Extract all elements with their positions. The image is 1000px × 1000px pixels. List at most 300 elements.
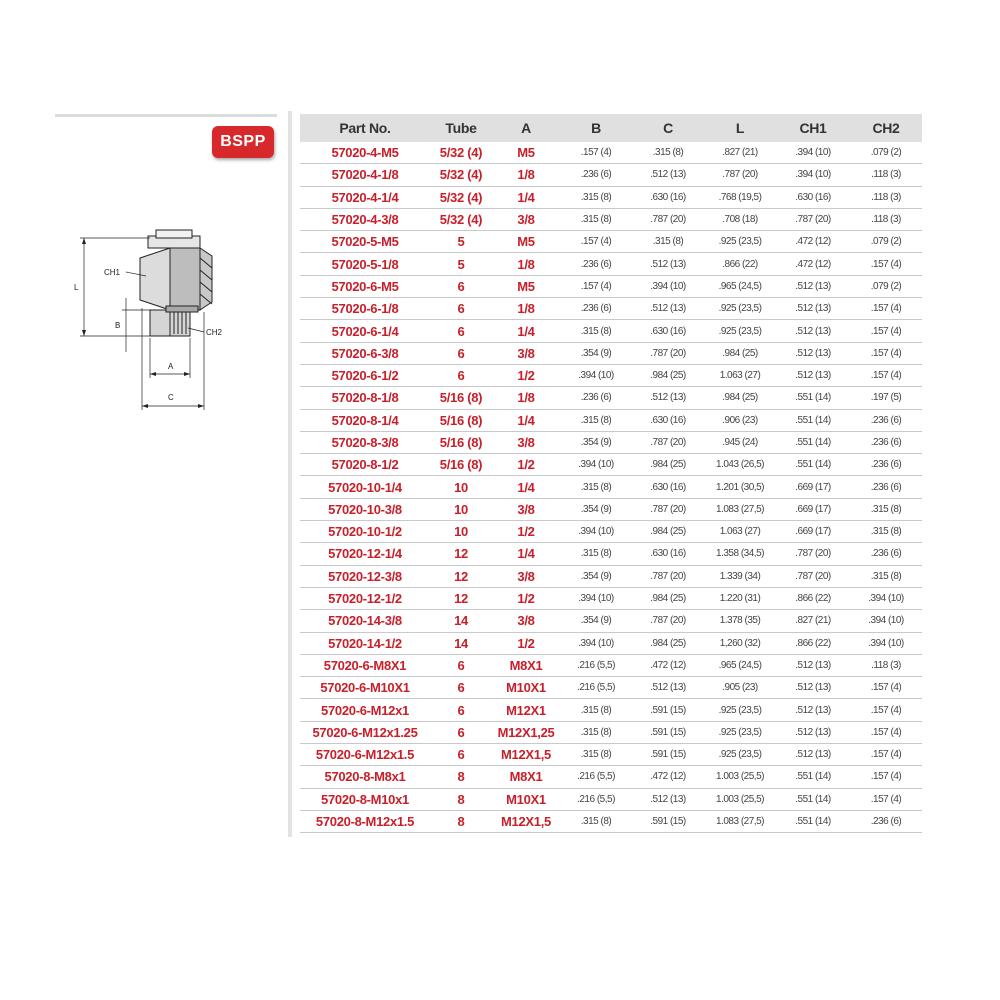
part-number-cell: 57020-4-1/4: [300, 186, 430, 208]
part-number-cell: 57020-6-M8X1: [300, 654, 430, 676]
table-cell: 6: [430, 744, 492, 766]
table-cell: .394 (10): [560, 454, 632, 476]
label-b: B: [115, 321, 121, 330]
table-row: [300, 744, 922, 766]
table-cell: 5: [430, 253, 492, 275]
table-cell: .866 (22): [776, 587, 850, 609]
table-row: [300, 364, 922, 386]
table-cell: .787 (20): [632, 498, 704, 520]
table-row: [300, 409, 922, 431]
hex-left-shape: [140, 248, 170, 310]
table-cell: .925 (23,5): [704, 298, 776, 320]
table-cell: 1/8: [492, 253, 560, 275]
table-cell: .787 (20): [632, 610, 704, 632]
table-cell: .394 (10): [560, 587, 632, 609]
table-cell: .394 (10): [560, 632, 632, 654]
table-cell: 3/8: [492, 342, 560, 364]
table-cell: .866 (22): [776, 632, 850, 654]
table-cell: 3/8: [492, 208, 560, 230]
table-cell: .551 (14): [776, 788, 850, 810]
table-row: [300, 186, 922, 208]
table-cell: .551 (14): [776, 454, 850, 476]
table-cell: .512 (13): [776, 275, 850, 297]
part-number-cell: 57020-8-M8x1: [300, 766, 430, 788]
part-number-cell: 57020-6-1/4: [300, 320, 430, 342]
table-cell: 5/16 (8): [430, 431, 492, 453]
label-ch1: CH1: [104, 268, 121, 277]
table-cell: .906 (23): [704, 409, 776, 431]
table-cell: .512 (13): [776, 364, 850, 386]
table-cell: 1,260 (32): [704, 632, 776, 654]
part-number-cell: 57020-6-M12x1.5: [300, 744, 430, 766]
part-number-cell: 57020-6-1/8: [300, 298, 430, 320]
table-cell: .512 (13): [632, 253, 704, 275]
table-cell: .551 (14): [776, 387, 850, 409]
table-cell: .216 (5,5): [560, 677, 632, 699]
column-header: L: [704, 114, 776, 142]
table-cell: 1/2: [492, 587, 560, 609]
table-cell: .394 (10): [560, 364, 632, 386]
table-cell: .157 (4): [850, 744, 922, 766]
table-cell: 1.378 (35): [704, 610, 776, 632]
part-number-cell: 57020-8-M12x1.5: [300, 810, 430, 832]
table-cell: .984 (25): [632, 364, 704, 386]
table-cell: .512 (13): [632, 788, 704, 810]
thread-type-badge: BSPP: [212, 126, 274, 158]
table-cell: 8: [430, 810, 492, 832]
table-cell: .669 (17): [776, 476, 850, 498]
table-cell: 3/8: [492, 565, 560, 587]
part-number-cell: 57020-8-3/8: [300, 431, 430, 453]
table-cell: .787 (20): [776, 543, 850, 565]
table-cell: 1/4: [492, 409, 560, 431]
table-row: [300, 208, 922, 230]
table-row: [300, 788, 922, 810]
table-cell: 5/16 (8): [430, 454, 492, 476]
table-cell: .472 (12): [776, 253, 850, 275]
table-cell: .512 (13): [776, 654, 850, 676]
table-cell: 1.220 (31): [704, 587, 776, 609]
table-cell: .984 (25): [632, 632, 704, 654]
table-row: [300, 142, 922, 164]
table-row: [300, 275, 922, 297]
table-cell: .512 (13): [776, 744, 850, 766]
table-cell: 1.063 (27): [704, 364, 776, 386]
table-cell: .787 (20): [632, 431, 704, 453]
table-row: [300, 253, 922, 275]
part-number-cell: 57020-5-1/8: [300, 253, 430, 275]
part-number-cell: 57020-6-M12x1: [300, 699, 430, 721]
part-number-cell: 57020-4-1/8: [300, 164, 430, 186]
table-cell: 6: [430, 298, 492, 320]
table-cell: .315 (8): [560, 186, 632, 208]
table-cell: .315 (8): [850, 565, 922, 587]
table-cell: .925 (23,5): [704, 744, 776, 766]
table-cell: 6: [430, 721, 492, 743]
table-cell: .079 (2): [850, 142, 922, 164]
table-cell: .315 (8): [560, 543, 632, 565]
table-cell: 10: [430, 476, 492, 498]
table-cell: M12X1: [492, 699, 560, 721]
table-cell: .354 (9): [560, 498, 632, 520]
table-row: [300, 320, 922, 342]
table-cell: .925 (23,5): [704, 721, 776, 743]
table-cell: .157 (4): [850, 364, 922, 386]
part-number-cell: 57020-4-M5: [300, 142, 430, 164]
table-row: [300, 387, 922, 409]
table-cell: .630 (16): [632, 320, 704, 342]
table-cell: 1.003 (25,5): [704, 788, 776, 810]
table-cell: 1/4: [492, 476, 560, 498]
table-cell: .118 (3): [850, 164, 922, 186]
table-row: [300, 766, 922, 788]
table-cell: .394 (10): [632, 275, 704, 297]
table-cell: .630 (16): [632, 543, 704, 565]
column-header: B: [560, 114, 632, 142]
table-cell: .118 (3): [850, 654, 922, 676]
part-number-cell: 57020-12-1/2: [300, 587, 430, 609]
table-cell: .394 (10): [776, 164, 850, 186]
table-cell: .984 (25): [632, 521, 704, 543]
table-cell: 1.339 (34): [704, 565, 776, 587]
table-cell: M5: [492, 231, 560, 253]
table-cell: .315 (8): [632, 142, 704, 164]
table-cell: .512 (13): [632, 164, 704, 186]
table-cell: .512 (13): [776, 721, 850, 743]
part-number-cell: 57020-5-M5: [300, 231, 430, 253]
table-cell: .157 (4): [850, 677, 922, 699]
table-cell: .945 (24): [704, 431, 776, 453]
label-ch2: CH2: [206, 328, 223, 337]
table-cell: .551 (14): [776, 431, 850, 453]
table-cell: 3/8: [492, 610, 560, 632]
table-cell: 1/8: [492, 298, 560, 320]
table-cell: 8: [430, 788, 492, 810]
table-cell: .965 (24,5): [704, 275, 776, 297]
table-cell: .669 (17): [776, 521, 850, 543]
table-cell: .551 (14): [776, 409, 850, 431]
part-number-cell: 57020-14-1/2: [300, 632, 430, 654]
part-number-cell: 57020-12-3/8: [300, 565, 430, 587]
table-cell: .472 (12): [632, 766, 704, 788]
table-row: [300, 565, 922, 587]
part-number-cell: 57020-8-1/8: [300, 387, 430, 409]
table-cell: .118 (3): [850, 186, 922, 208]
column-header: CH2: [850, 114, 922, 142]
table-row: [300, 431, 922, 453]
table-cell: .315 (8): [560, 320, 632, 342]
table-cell: 6: [430, 342, 492, 364]
part-number-cell: 57020-6-M10X1: [300, 677, 430, 699]
label-l: L: [74, 283, 79, 292]
table-row: [300, 810, 922, 832]
table-cell: .315 (8): [560, 699, 632, 721]
table-row: [300, 654, 922, 676]
table-cell: 8: [430, 766, 492, 788]
table-row: [300, 298, 922, 320]
table-cell: .315 (8): [560, 476, 632, 498]
table-cell: 1/8: [492, 164, 560, 186]
table-cell: .669 (17): [776, 498, 850, 520]
table-cell: .354 (9): [560, 565, 632, 587]
table-cell: M5: [492, 142, 560, 164]
table-cell: .315 (8): [560, 409, 632, 431]
table-cell: 1/2: [492, 364, 560, 386]
table-cell: .551 (14): [776, 766, 850, 788]
table-cell: .354 (9): [560, 610, 632, 632]
table-cell: M8X1: [492, 654, 560, 676]
part-number-cell: 57020-8-M10x1: [300, 788, 430, 810]
table-cell: .984 (25): [704, 387, 776, 409]
table-cell: .216 (5,5): [560, 654, 632, 676]
label-c: C: [168, 393, 174, 402]
column-header: A: [492, 114, 560, 142]
table-cell: .394 (10): [560, 521, 632, 543]
table-cell: 1/2: [492, 454, 560, 476]
column-header: CH1: [776, 114, 850, 142]
column-header: Part No.: [300, 114, 430, 142]
table-cell: .354 (9): [560, 431, 632, 453]
part-number-cell: 57020-10-1/4: [300, 476, 430, 498]
column-header: C: [632, 114, 704, 142]
table-row: [300, 164, 922, 186]
table-cell: 1.063 (27): [704, 521, 776, 543]
table-cell: 12: [430, 543, 492, 565]
part-number-cell: 57020-6-M5: [300, 275, 430, 297]
table-cell: .236 (6): [850, 409, 922, 431]
table-cell: .787 (20): [776, 565, 850, 587]
table-cell: 14: [430, 610, 492, 632]
part-number-cell: 57020-10-1/2: [300, 521, 430, 543]
table-cell: .236 (6): [560, 387, 632, 409]
table-cell: .236 (6): [560, 164, 632, 186]
table-cell: .787 (20): [704, 164, 776, 186]
table-cell: 1/2: [492, 521, 560, 543]
table-cell: .157 (4): [560, 142, 632, 164]
table-cell: .394 (10): [776, 142, 850, 164]
table-cell: .925 (23,5): [704, 699, 776, 721]
table-row: [300, 677, 922, 699]
table-cell: .984 (25): [632, 587, 704, 609]
table-cell: .591 (15): [632, 699, 704, 721]
table-cell: 3/8: [492, 498, 560, 520]
table-cell: .079 (2): [850, 231, 922, 253]
table-cell: .827 (21): [776, 610, 850, 632]
table-cell: .315 (8): [560, 208, 632, 230]
table-cell: .315 (8): [560, 744, 632, 766]
table-cell: 1/2: [492, 632, 560, 654]
table-row: [300, 476, 922, 498]
table-cell: .472 (12): [776, 231, 850, 253]
table-cell: 1.043 (26,5): [704, 454, 776, 476]
table-row: [300, 587, 922, 609]
table-cell: .157 (4): [560, 231, 632, 253]
table-cell: .354 (9): [560, 342, 632, 364]
table-cell: 6: [430, 364, 492, 386]
table-cell: M10X1: [492, 788, 560, 810]
table-cell: .787 (20): [632, 342, 704, 364]
label-a: A: [168, 362, 174, 371]
table-cell: 6: [430, 654, 492, 676]
table-cell: 10: [430, 498, 492, 520]
table-cell: .394 (10): [850, 610, 922, 632]
table-cell: M12X1,5: [492, 744, 560, 766]
table-cell: M10X1: [492, 677, 560, 699]
table-row: [300, 699, 922, 721]
table-cell: .512 (13): [632, 677, 704, 699]
table-row: [300, 610, 922, 632]
table-cell: .551 (14): [776, 810, 850, 832]
part-number-cell: 57020-6-M12x1.25: [300, 721, 430, 743]
table-row: [300, 342, 922, 364]
table-cell: M12X1,25: [492, 721, 560, 743]
table-cell: 1.003 (25,5): [704, 766, 776, 788]
table-cell: .118 (3): [850, 208, 922, 230]
table-cell: .787 (20): [632, 208, 704, 230]
table-cell: .394 (10): [850, 632, 922, 654]
part-number-cell: 57020-8-1/2: [300, 454, 430, 476]
table-cell: .925 (23,5): [704, 320, 776, 342]
table-cell: 14: [430, 632, 492, 654]
table-cell: .315 (8): [560, 721, 632, 743]
table-cell: .157 (4): [850, 253, 922, 275]
table-cell: .787 (20): [632, 565, 704, 587]
table-cell: 5/32 (4): [430, 208, 492, 230]
table-cell: .787 (20): [776, 208, 850, 230]
table-cell: 12: [430, 587, 492, 609]
table-cell: .236 (6): [850, 810, 922, 832]
table-cell: .315 (8): [632, 231, 704, 253]
table-cell: 12: [430, 565, 492, 587]
table-cell: 5/16 (8): [430, 387, 492, 409]
table-cell: 5/32 (4): [430, 142, 492, 164]
table-cell: .708 (18): [704, 208, 776, 230]
table-cell: 5/32 (4): [430, 164, 492, 186]
table-cell: 3/8: [492, 431, 560, 453]
table-cell: 1.083 (27,5): [704, 810, 776, 832]
table-cell: 6: [430, 699, 492, 721]
table-cell: .157 (4): [850, 788, 922, 810]
table-cell: .236 (6): [850, 543, 922, 565]
table-cell: .236 (6): [560, 298, 632, 320]
table-row: [300, 521, 922, 543]
table-row: [300, 632, 922, 654]
table-cell: .079 (2): [850, 275, 922, 297]
left-divider: [55, 114, 277, 117]
panel-divider: [288, 111, 292, 837]
table-cell: .157 (4): [850, 320, 922, 342]
table-cell: .157 (4): [850, 766, 922, 788]
table-cell: .866 (22): [704, 253, 776, 275]
table-cell: 1/4: [492, 186, 560, 208]
table-cell: .965 (24,5): [704, 654, 776, 676]
dimensions-table: [300, 114, 922, 833]
table-cell: 6: [430, 677, 492, 699]
table-cell: 1/4: [492, 320, 560, 342]
part-number-cell: 57020-14-3/8: [300, 610, 430, 632]
table-cell: .768 (19,5): [704, 186, 776, 208]
table-cell: .591 (15): [632, 810, 704, 832]
table-cell: .591 (15): [632, 744, 704, 766]
table-cell: .216 (5,5): [560, 788, 632, 810]
table-cell: .236 (6): [850, 431, 922, 453]
table-cell: .905 (23): [704, 677, 776, 699]
table-cell: .512 (13): [632, 387, 704, 409]
table-cell: M12X1,5: [492, 810, 560, 832]
table-cell: .236 (6): [850, 476, 922, 498]
table-cell: .512 (13): [776, 677, 850, 699]
table-cell: .512 (13): [776, 342, 850, 364]
table-cell: .984 (25): [632, 454, 704, 476]
table-row: [300, 498, 922, 520]
table-cell: .630 (16): [776, 186, 850, 208]
table-cell: .472 (12): [632, 654, 704, 676]
table-row: [300, 721, 922, 743]
table-cell: M5: [492, 275, 560, 297]
table-cell: .630 (16): [632, 186, 704, 208]
table-cell: 10: [430, 521, 492, 543]
table-cell: .925 (23,5): [704, 231, 776, 253]
table-cell: .512 (13): [776, 320, 850, 342]
table-cell: 1.083 (27,5): [704, 498, 776, 520]
table-cell: 1/8: [492, 387, 560, 409]
table-cell: .827 (21): [704, 142, 776, 164]
table-row: [300, 454, 922, 476]
table-cell: 1.358 (34,5): [704, 543, 776, 565]
fitting-technical-drawing: [70, 228, 250, 418]
table-cell: .315 (8): [560, 810, 632, 832]
column-header: Tube: [430, 114, 492, 142]
table-cell: .512 (13): [632, 298, 704, 320]
table-cell: .315 (8): [850, 498, 922, 520]
table-cell: .630 (16): [632, 409, 704, 431]
table-cell: 1.201 (30,5): [704, 476, 776, 498]
table-cell: .157 (4): [850, 298, 922, 320]
table-cell: .157 (4): [560, 275, 632, 297]
table-cell: .236 (6): [560, 253, 632, 275]
table-cell: 6: [430, 320, 492, 342]
table-cell: .512 (13): [776, 699, 850, 721]
part-number-cell: 57020-6-3/8: [300, 342, 430, 364]
table-cell: 1/4: [492, 543, 560, 565]
table-cell: .216 (5,5): [560, 766, 632, 788]
table-cell: .512 (13): [776, 298, 850, 320]
part-number-cell: 57020-12-1/4: [300, 543, 430, 565]
table-cell: .157 (4): [850, 342, 922, 364]
table-cell: 6: [430, 275, 492, 297]
part-number-cell: 57020-10-3/8: [300, 498, 430, 520]
table-cell: .984 (25): [704, 342, 776, 364]
table-cell: .157 (4): [850, 699, 922, 721]
table-row: [300, 231, 922, 253]
part-number-cell: 57020-8-1/4: [300, 409, 430, 431]
table-cell: .197 (5): [850, 387, 922, 409]
part-number-cell: 57020-6-1/2: [300, 364, 430, 386]
part-number-cell: 57020-4-3/8: [300, 208, 430, 230]
table-cell: .591 (15): [632, 721, 704, 743]
table-header-row: [300, 114, 922, 142]
table-cell: M8X1: [492, 766, 560, 788]
table-cell: 5/16 (8): [430, 409, 492, 431]
table-cell: .315 (8): [850, 521, 922, 543]
table-cell: .236 (6): [850, 454, 922, 476]
table-cell: 5/32 (4): [430, 186, 492, 208]
table-cell: 5: [430, 231, 492, 253]
table-row: [300, 543, 922, 565]
table-cell: .157 (4): [850, 721, 922, 743]
table-cell: .394 (10): [850, 587, 922, 609]
table-cell: .630 (16): [632, 476, 704, 498]
